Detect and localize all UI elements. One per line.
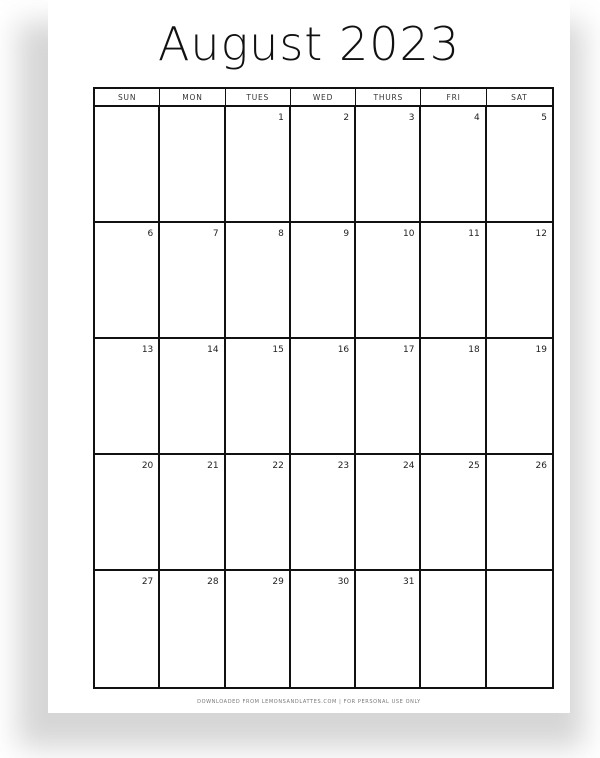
day-cell [226, 107, 291, 223]
day-number: 1 [278, 113, 284, 123]
footer-note: DOWNLOADED FROM LEMONSANDLATTES.COM | FOR PERSONAL USE ONLY [197, 699, 421, 705]
day-number: 3 [408, 113, 415, 123]
day-cell [421, 107, 486, 223]
day-number: 18 [468, 345, 480, 355]
day-number: 27 [141, 577, 154, 587]
day-number: 16 [337, 345, 350, 355]
calendar-sheet [48, 0, 570, 713]
day-number: 12 [535, 229, 547, 239]
day-number: 8 [278, 229, 284, 239]
day-number: 29 [272, 577, 284, 587]
day-cell [291, 571, 356, 687]
day-cell [356, 571, 421, 687]
day-number: 11 [468, 229, 480, 239]
day-number: 25 [468, 461, 480, 471]
day-cell [95, 455, 160, 571]
day-cell [95, 107, 160, 223]
day-cell [487, 223, 552, 339]
day-cell [95, 223, 160, 339]
day-number: 20 [141, 461, 154, 471]
day-cell [291, 223, 356, 339]
day-cell [421, 223, 486, 339]
day-number: 15 [272, 345, 284, 355]
day-number: 4 [473, 113, 480, 123]
weekday-header-wed: WED [291, 89, 356, 107]
day-number: 5 [541, 113, 547, 123]
day-number: 14 [207, 345, 219, 355]
day-cell [291, 455, 356, 571]
day-cell [226, 223, 291, 339]
calendar-grid [93, 87, 554, 689]
day-number: 28 [207, 577, 219, 587]
day-cell [356, 107, 421, 223]
day-cell [95, 339, 160, 455]
day-cell [487, 107, 552, 223]
calendar-title: August 2023 [157, 17, 461, 71]
day-number: 30 [337, 577, 350, 587]
day-cell [421, 339, 486, 455]
day-cell [160, 571, 225, 687]
day-cell [160, 107, 225, 223]
day-number: 6 [147, 229, 154, 239]
weekday-header-thurs: THURS [356, 89, 421, 107]
day-number: 24 [402, 461, 415, 471]
day-cell [421, 571, 486, 687]
day-cell [160, 455, 225, 571]
day-cell [226, 571, 291, 687]
day-number: 2 [343, 113, 350, 123]
day-cell [421, 455, 486, 571]
day-cell [291, 339, 356, 455]
day-cell [95, 571, 160, 687]
day-cell [291, 107, 356, 223]
day-number: 22 [272, 461, 284, 471]
weekday-header-sat: SAT [487, 89, 552, 107]
day-number: 21 [207, 461, 219, 471]
day-cell [356, 223, 421, 339]
day-number: 23 [337, 461, 350, 471]
day-number: 26 [535, 461, 547, 471]
day-cell [160, 223, 225, 339]
day-number: 17 [402, 345, 415, 355]
weekday-header-tues: TUES [226, 89, 291, 107]
day-number: 13 [141, 345, 154, 355]
weekday-header-mon: MON [160, 89, 225, 107]
day-cell [487, 571, 552, 687]
day-cell [226, 455, 291, 571]
day-number: 9 [343, 229, 350, 239]
day-cell [487, 455, 552, 571]
day-cell [356, 455, 421, 571]
day-cell [487, 339, 552, 455]
day-cell [160, 339, 225, 455]
day-number: 31 [402, 577, 415, 587]
day-cell [226, 339, 291, 455]
day-number: 19 [535, 345, 547, 355]
day-number: 10 [402, 229, 415, 239]
day-number: 7 [212, 229, 219, 239]
weekday-header-sun: SUN [95, 89, 160, 107]
weekday-header-fri: FRI [421, 89, 486, 107]
day-cell [356, 339, 421, 455]
